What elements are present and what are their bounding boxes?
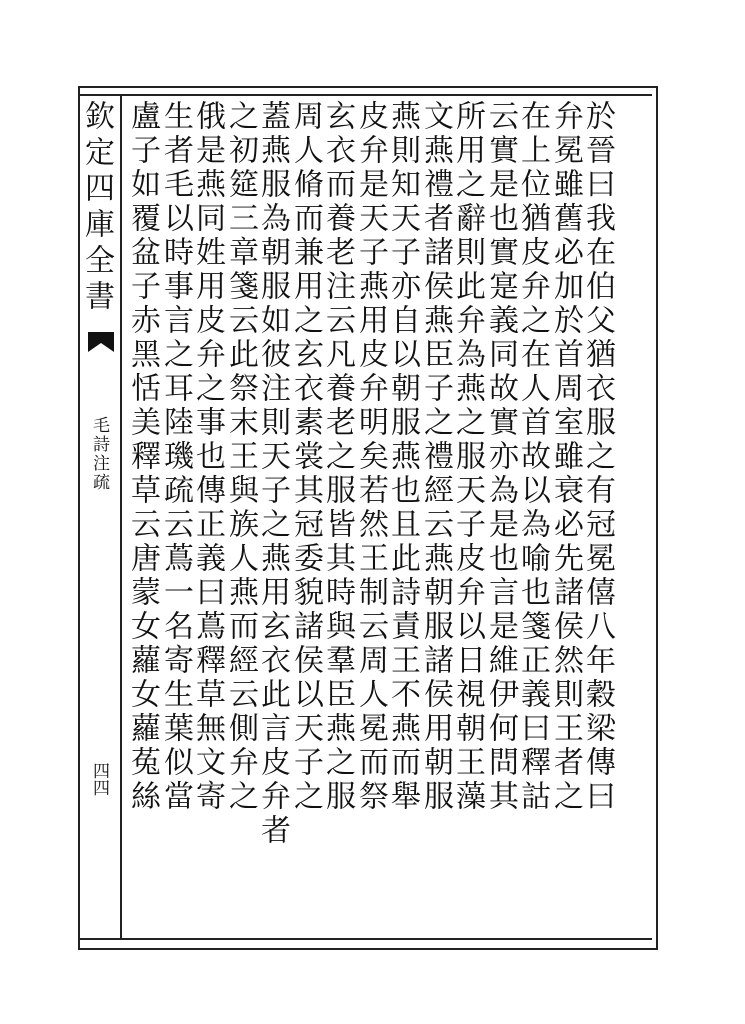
book-title: 毛詩注疏 — [89, 416, 109, 492]
text-column-1: 於晉曰我在伯父猶衣服之有冠冕僖八年穀梁傳曰 — [580, 100, 615, 814]
text-column-10: 周人脩而兼用之玄衣素裳其冠委貌諸侯以天子之 — [288, 100, 323, 814]
text-column-7: 燕則知天子亦自以朝服燕也且此詩責王不燕而舉 — [385, 100, 420, 814]
text-column-13: 俄是燕同姓用皮弁之事也傳正義曰蔦釋草無文寄 — [190, 100, 225, 814]
page-number: 四四 — [89, 762, 109, 796]
text-column-3: 在上位猶皮弁之在人首故以為喻也箋正義曰釋詁 — [515, 100, 550, 814]
text-column-12: 之初筵三章箋云此祭末王與族人燕而經云側弁之 — [223, 100, 258, 814]
text-column-4: 云實是也實寔義同故實亦為是也言是維伊何問其 — [483, 100, 518, 814]
text-column-9: 玄衣而養老注云凡養老之服皆其時與羣臣燕之服 — [320, 100, 355, 814]
bottom-rule-inner — [80, 938, 652, 940]
text-column-11: 蓋燕服為朝服如彼注則天子之燕用玄衣此言皮弁者 — [255, 100, 290, 848]
text-column-8: 皮弁是天子燕用皮弁明矣若然王制云周人冕而祭 — [353, 100, 388, 814]
top-rule-inner — [80, 94, 652, 96]
text-column-14: 生者毛以時事言之耳陸璣疏云蔦一名寄生葉似當 — [158, 100, 193, 814]
margin-column-rule — [120, 96, 122, 938]
text-column-5: 所用之辭則此弁為燕之服天子皮弁以日視朝王藻 — [450, 100, 485, 814]
collection-title: 欽定四庫全書 — [79, 100, 114, 316]
text-column-6: 文燕禮者諸侯燕臣子之禮經云燕朝服諸侯用朝服 — [418, 100, 453, 814]
text-column-15: 盧子如覆盆子赤黑恬美釋草云唐蒙女蘿女蘿菟絲 — [125, 100, 160, 814]
text-column-2: 弁冕雖舊必加於首周室雖衰必先諸侯然則王者之 — [548, 100, 583, 814]
